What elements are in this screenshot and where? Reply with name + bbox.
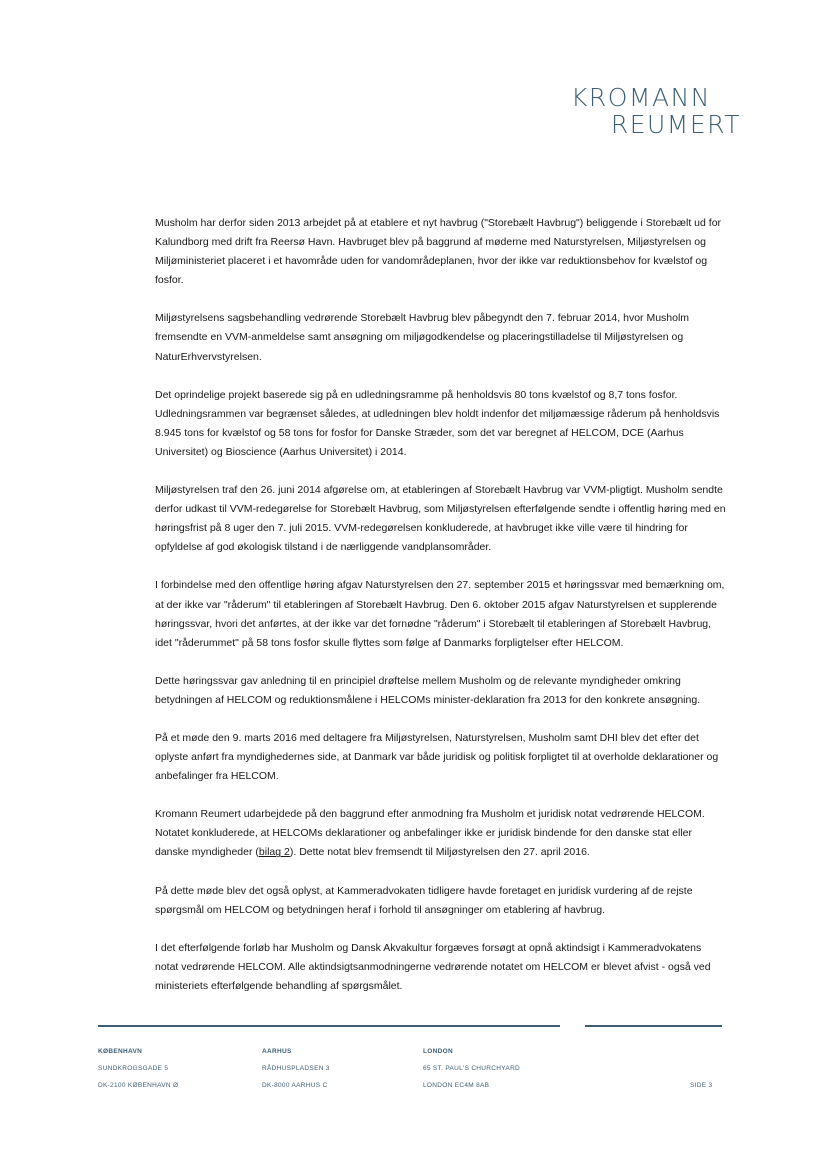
logo-line-kromann: KROMANN	[570, 83, 711, 112]
paragraph-4: Miljøstyrelsen traf den 26. juni 2014 afgørelse om, at etableringen af Storebælt Havbrug var VVM-pligtigt. Musholm sendte derfor udkast til VVM-redegørelse for Storebælt Havbrug, som Miljøstyrelsen efterfølgende sendte i offentlig høring med en høringsfrist på 8 uger den 7. juli 2015. VVM-redegørelsen konkluderede, at havbruget ikke ville være til hindring for opfyldelse af god økologisk tilstand i de nærliggende vandplansområder.	[155, 484, 726, 554]
office-city: LONDON	[423, 1048, 453, 1055]
footer-divider-left	[98, 1025, 560, 1027]
office-street: SUNDKROGSGADE 5	[98, 1065, 169, 1072]
paragraph-1: Musholm har derfor siden 2013 arbejdet på at etablere et nyt havbrug ("Storebælt Havbrug") beliggende i Storebælt ud for Kalundborg med drift fra Reersø Havn. Havbruget blev på baggrund af møderne med Naturstyrelsen, Miljøstyrelsen og Miljøministeriet placeret i et havområde uden for vandområdeplanen, hvor der ikke var reduktionsbehov for kvælstof og fosfor.	[155, 217, 722, 287]
paragraph-7: På et møde den 9. marts 2016 med deltagere fra Miljøstyrelsen, Naturstyrelsen, Musholm samt DHI blev det efter det oplyste anført fra myndighedernes side, at Danmark var både juridisk og politisk forpligtet til at overholde deklarationer og anbefalinger fra HELCOM.	[155, 731, 719, 783]
company-logo	[571, 84, 741, 138]
office-street: 65 ST. PAUL'S CHURCHYARD	[423, 1065, 521, 1072]
paragraph-5: I forbindelse med den offentlige høring afgav Naturstyrelsen den 27. september 2015 et høringssvar med bemærkning om, at der ikke var "råderum" til etableringen af Storebælt Havbrug. Den 6. oktober 2015 afgav Naturstyrelsen et supplerende høringssvar, hvori det anførtes, at der ikke var det fornødne "råderum" i Storebælt til etableringen af Storebælt Havbrug, idet "råderummet" på 58 tons fosfor skulle flyttes som følge af Danmarks forpligtelser efter HELCOM.	[155, 579, 725, 649]
office-city: AARHUS	[262, 1048, 292, 1055]
appendix-reference-link[interactable]: bilag 2	[258, 846, 290, 859]
office-postcode: LONDON EC4M 8AB	[423, 1082, 490, 1089]
paragraph-8-start: Kromann Reumert udarbejdede på den baggrund efter anmodning fra Musholm et juridisk notat vedrørende HELCOM. Notatet konkluderede, at HELCOMs deklarationer og anbefalinger ikke er juridisk bindende for den danske stat eller danske myndigheder (	[155, 808, 705, 859]
paragraph-8	[155, 805, 727, 862]
paragraph-10: I det efterfølgende forløb har Musholm og Dansk Akvakultur forgæves forsøgt at opnå aktindsigt i Kammeradvokatens notat vedrørende HELCOM. Alle aktindsigtsanmodningerne vedrørende notatet om HELCOM er blevet afvist - også ved ministeriets efterfølgende behandling af spørgsmålet.	[155, 941, 711, 992]
paragraph-8-end: ). Dette notat blev fremsendt til Miljøstyrelsen den 27. april 2016.	[289, 846, 590, 859]
office-city: KØBENHAVN	[98, 1048, 143, 1055]
paragraph-6: Dette høringssvar gav anledning til en principiel drøftelse mellem Musholm og de relevante myndigheder omkring betydningen af HELCOM og reduktionsmålene i HELCOMs minister-deklaration fra 2013 for den konkrete ansøgning.	[155, 674, 701, 706]
office-postcode: DK-2100 KØBENHAVN Ø	[98, 1082, 179, 1089]
office-street: RÅDHUSPLADSEN 3	[262, 1065, 330, 1072]
page-number: SIDE 3	[690, 1082, 713, 1089]
logo-line-reumert: REUMERT	[610, 110, 741, 139]
paragraph-9: På dette møde blev det også oplyst, at Kammeradvokaten tidligere havde foretaget en juridisk vurdering af de rejste spørgsmål om HELCOM og betydningen heraf i forhold til ansøgninger om etablering af havbrug.	[155, 884, 693, 916]
footer-divider-right	[585, 1025, 722, 1027]
paragraph-2: Miljøstyrelsens sagsbehandling vedrørende Storebælt Havbrug blev påbegyndt den 7. februar 2014, hvor Musholm fremsendte en VVM-anmeldelse samt ansøgning om miljøgodkendelse og placeringstilladelse til Miljøstyrelsen og NaturErhvervstyrelsen.	[155, 312, 690, 363]
footer-office-copenhagen	[98, 1043, 178, 1094]
office-postcode: DK-8000 AARHUS C	[262, 1082, 328, 1089]
footer-office-aarhus	[262, 1043, 330, 1094]
footer-office-london	[423, 1043, 520, 1094]
paragraph-3: Det oprindelige projekt baserede sig på en udledningsramme på henholdsvis 80 tons kvælstof og 8,7 tons fosfor. Udledningsrammen var begrænset således, at udledningen blev holdt indenfor det miljømæssige råderum på henholdsvis 8.945 tons for kvælstof og 58 tons for fosfor for Danske Stræder, som det var beregnet af HELCOM, DCE (Aarhus Universitet) og Bioscience (Aarhus Universitet) i 2014.	[155, 388, 720, 458]
document-body	[155, 214, 727, 1015]
